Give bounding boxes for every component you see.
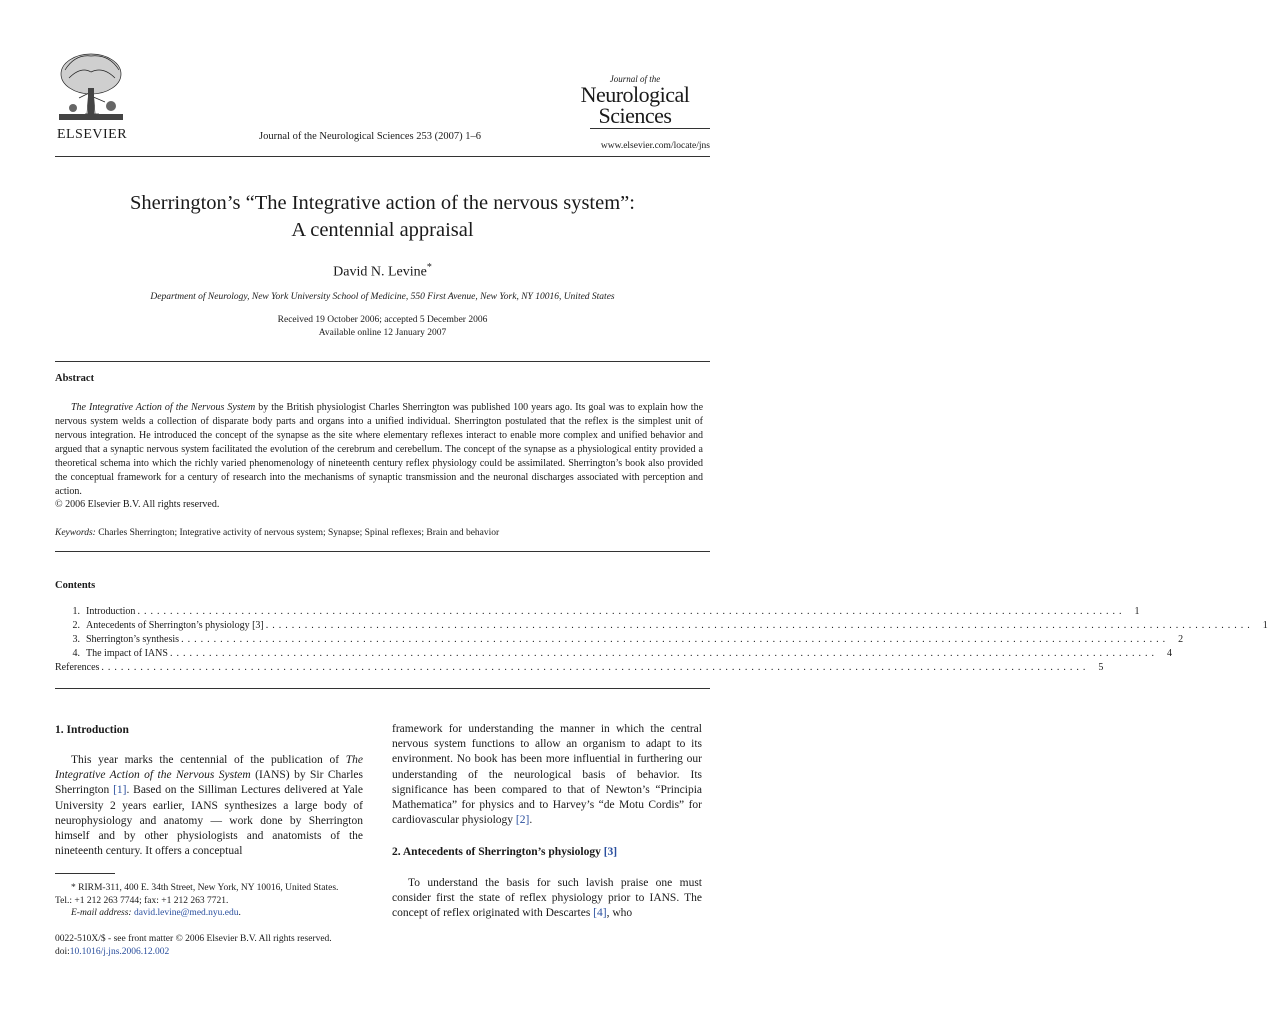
section-2-heading-text: 2. Antecedents of Sherrington’s physiology bbox=[392, 846, 604, 858]
journal-logo-small: Journal of the bbox=[609, 74, 661, 84]
section-2-heading-ref[interactable]: [3] bbox=[603, 846, 618, 858]
article-title-line1: Sherrington’s “The Integrative action of the nervous system”: bbox=[130, 192, 635, 214]
toc-item-page: 1 bbox=[1134, 606, 1140, 617]
toc-item-number: 2. bbox=[72, 620, 80, 631]
toc-item-label: Introduction bbox=[86, 606, 136, 617]
author-name-text: David N. Levine bbox=[333, 264, 427, 280]
abstract-top-divider bbox=[55, 361, 710, 362]
abstract-text: by the British physiologist Charles Sherrington was published 100 years ago. Its goal was to explain how the nervous system welds a collection of disparate body parts and organs into a unified individual. Sherrington postulated that the reflex is the simplest unit of nervous integration. He introduced the concept of the synapse as the site where elementary reflexes interact to enable more complex and unified behavior and argued that a synaptic nervous system facilitated the evolution of the cerebrum and cerebellum. The concept of the synapse as a physiological entity provided a theoretical schema into which the richly varied phenomenology of nineteenth century reflex physiology could be assimilated. Sherrington’s book also provided the conceptual framework for a century of research into the mechanisms of synaptic transmission and the neuronal discharges associated with perception and action. bbox=[55, 402, 704, 497]
section-1-col2-end: . bbox=[529, 814, 533, 827]
footnote-email-label: E-mail address: bbox=[71, 908, 134, 918]
toc-item-page: 5 bbox=[1098, 662, 1104, 673]
section-1-heading: 1. Introduction bbox=[55, 724, 129, 736]
reference-link-2[interactable]: [2] bbox=[515, 814, 530, 827]
footnote-email-end: . bbox=[238, 908, 241, 918]
elsevier-tree-logo bbox=[55, 48, 127, 126]
contents-divider bbox=[55, 688, 710, 689]
reference-link-4[interactable]: [4] bbox=[593, 907, 607, 920]
publisher-name: ELSEVIER bbox=[56, 127, 128, 142]
table-of-contents bbox=[55, 605, 1268, 675]
journal-logo-line2: Sciences bbox=[598, 103, 672, 128]
section-1-text-c: . Based on the Silliman Lectures delivered at Yale University 2 years earlier, IANS synthesizes a large body of neurophysiology and anatomy — work done by Sherrington himself and by other physiologists and anatomists of the nineteenth century. It offers a conceptual bbox=[55, 784, 363, 858]
toc-leader-dots: ........................................................................................................................................................ bbox=[137, 606, 1126, 617]
journal-citation: Journal of the Neurological Sciences 253 (2007) 1–6 bbox=[259, 131, 481, 142]
section-2-text-a: To understand the basis for such lavish praise one must consider first the state of reflex physiology prior to IANS. The concept of reflex originated with Descartes bbox=[392, 877, 702, 920]
toc-item-number: 1. bbox=[72, 606, 80, 617]
toc-item[interactable] bbox=[55, 647, 1172, 661]
toc-item-label: The impact of IANS bbox=[86, 648, 168, 659]
toc-leader-dots: ........................................................................................................................................................ bbox=[169, 648, 1158, 659]
article-dates bbox=[55, 314, 710, 339]
section-2-heading bbox=[392, 846, 617, 858]
footnote-address: * RIRM-311, 400 E. 34th Street, New York, NY 10016, United States. bbox=[71, 883, 339, 893]
article-title bbox=[55, 190, 710, 244]
section-1-col2-text: framework for understanding the manner in which the central nervous system functions to allow an organism to adapt to its environment. No book has been more influential in furthering our understanding of the neurological basis of behavior. Its significance has been compared to that of Newton’s “Principia Mathematica” for physics and to Harvey’s “de Motu Cordis” for cardiovascular physiology bbox=[392, 723, 702, 827]
journal-url[interactable]: www.elsevier.com/locate/jns bbox=[600, 141, 710, 151]
keywords-text: Charles Sherrington; Integrative activity of nervous system; Synapse; Spinal reflexes; Brain and behavior bbox=[95, 528, 500, 538]
doi-label: doi: bbox=[55, 946, 70, 957]
abstract-body bbox=[55, 401, 703, 499]
author-footnote bbox=[55, 882, 363, 920]
toc-item-page: 1 bbox=[1262, 620, 1268, 631]
toc-item-page: 4 bbox=[1166, 648, 1172, 659]
toc-item[interactable] bbox=[55, 619, 1268, 633]
footnote-rule bbox=[55, 873, 115, 874]
toc-item-label: Sherrington’s synthesis bbox=[86, 634, 180, 645]
toc-leader-dots: ........................................................................................................................................................ bbox=[101, 662, 1090, 673]
journal-logo-line1: Neurological bbox=[580, 82, 690, 107]
toc-leader-dots: ........................................................................................................................................................ bbox=[181, 634, 1170, 645]
abstract-book-title: The Integrative Action of the Nervous System bbox=[71, 402, 256, 413]
contents-heading: Contents bbox=[55, 580, 96, 591]
author-affiliation: Department of Neurology, New York University School of Medicine, 550 First Avenue, New York, NY 10016, United States bbox=[150, 292, 615, 302]
online-date: Available online 12 January 2007 bbox=[318, 327, 447, 338]
abstract-bottom-divider bbox=[55, 551, 710, 552]
journal-logo bbox=[560, 74, 710, 126]
toc-item[interactable] bbox=[55, 605, 1140, 619]
issn-line: 0022-510X/$ - see front matter © 2006 Elsevier B.V. All rights reserved. bbox=[55, 934, 332, 944]
section-2-body bbox=[392, 876, 702, 922]
keywords bbox=[55, 528, 705, 538]
header-divider bbox=[55, 156, 710, 157]
doi-link[interactable]: 10.1016/j.jns.2006.12.002 bbox=[69, 946, 170, 957]
section-1-text-a: This year marks the centennial of the publication of bbox=[71, 754, 346, 766]
toc-item-label: Antecedents of Sherrington’s physiology [3] bbox=[86, 620, 264, 631]
keywords-label: Keywords: bbox=[55, 528, 96, 538]
abstract-copyright: © 2006 Elsevier B.V. All rights reserved. bbox=[55, 499, 220, 510]
toc-item-label: References bbox=[55, 662, 100, 673]
received-date: Received 19 October 2006; accepted 5 December 2006 bbox=[277, 315, 488, 325]
abstract-heading: Abstract bbox=[55, 373, 95, 384]
author-name bbox=[55, 262, 710, 281]
section-2-text-b: , who bbox=[606, 907, 633, 920]
section-1-body bbox=[55, 753, 363, 859]
author-footnote-mark[interactable]: * bbox=[426, 262, 432, 273]
toc-item[interactable] bbox=[55, 633, 1184, 647]
article-title-line2: A centennial appraisal bbox=[291, 219, 474, 241]
toc-item-number: 3. bbox=[72, 634, 80, 645]
front-matter bbox=[55, 933, 363, 958]
toc-item-page: 2 bbox=[1178, 634, 1184, 645]
toc-item[interactable] bbox=[55, 661, 1104, 675]
author-email-link[interactable]: david.levine@med.nyu.edu bbox=[133, 908, 239, 918]
toc-leader-dots: ........................................................................................................................................................ bbox=[265, 620, 1254, 631]
section-1-continued bbox=[392, 722, 702, 828]
reference-link-1[interactable]: [1] bbox=[113, 784, 127, 797]
journal-logo-rule bbox=[590, 128, 710, 129]
toc-item-number: 4. bbox=[72, 648, 80, 659]
footnote-phone: Tel.: +1 212 263 7744; fax: +1 212 263 7721. bbox=[55, 895, 229, 906]
section-1-book-title: The Integrative Action of the Nervous System bbox=[55, 754, 363, 782]
section-1-text-b: (IANS) by Sir Charles Sherrington bbox=[55, 769, 363, 797]
